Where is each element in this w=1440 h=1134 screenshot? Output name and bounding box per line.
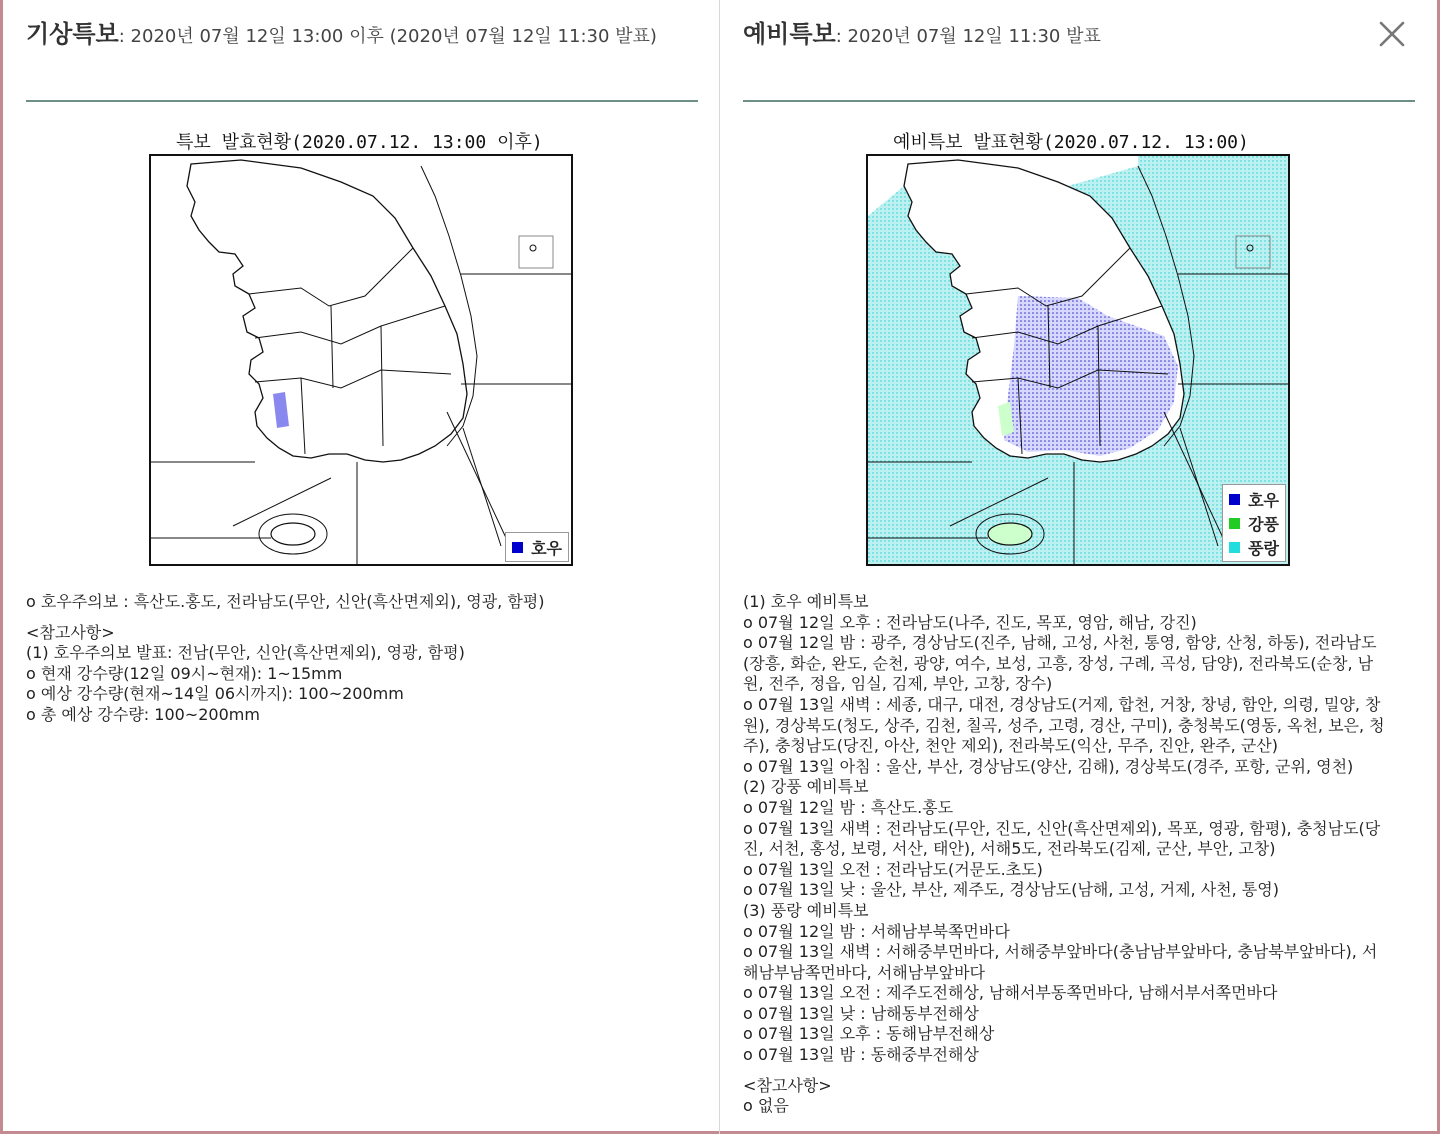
forecast-line: (3) 풍랑 예비특보 (743, 900, 869, 920)
forecast-line: o 07월 13일 밤 : 동해중부전해상 (743, 1045, 979, 1065)
forecast-line: o 07월 13일 아침 : 울산, 부산, 경상남도(양산, 김해), 경상북도(경주, 포항, 군위, 영천) (743, 756, 1354, 776)
header-rule (743, 100, 1415, 102)
preliminary-map-title: 예비특보 발표현황(2020.07.12. 13:00) (893, 132, 1249, 153)
forecast-line: 원), 경상북도(청도, 상주, 김천, 칠곡, 성주, 고령, 경산, 구미), 충청북도(영동, 옥천, 보은, 청 (743, 715, 1385, 735)
preliminary-warnings-subtitle: : 2020년 07월 12일 11:30 발표 (835, 26, 1101, 47)
forecast-line: (장흥, 화순, 완도, 순천, 광양, 여수, 보성, 고흥, 장성, 구례, 곡성, 담양), 전라북도(순창, 남 (743, 653, 1374, 673)
frame-border-left (0, 0, 3, 1134)
forecast-line: (1) 호우 예비특보 (743, 592, 869, 611)
current-warnings-subtitle: : 2020년 07월 12일 13:00 이후 (2020년 07월 12일 11:30 발표) (118, 26, 657, 47)
close-icon (1374, 16, 1410, 52)
forecast-line: o 07월 12일 밤 : 광주, 경상남도(진주, 남해, 고성, 사천, 통영, 함양, 산청, 하동), 전라남도 (743, 633, 1377, 653)
forecast-line: o 07월 13일 낮 : 남해동부전해상 (743, 1003, 979, 1023)
forecast-line: o 07월 13일 오후 : 동해남부전해상 (743, 1024, 995, 1044)
legend-item-strong-wind (1229, 511, 1279, 535)
preliminary-warnings-header (743, 14, 1101, 49)
note-line: o 없음 (743, 1096, 789, 1116)
forecast-line: 원, 전주, 정읍, 임실, 김제, 부안, 고창, 장수) (743, 674, 1053, 694)
forecast-line: o 07월 13일 새벽 : 세종, 대구, 대전, 경상남도(거제, 합천, 거창, 창녕, 함안, 의령, 밀양, 창 (743, 694, 1381, 714)
legend-label: 풍랑 (1248, 538, 1279, 558)
notes-header: <참고사항> (743, 1075, 832, 1095)
note-line: o 예상 강수량(현재~14일 06시까지): 100~200mm (26, 684, 404, 704)
current-warnings-header (26, 14, 657, 49)
note-line: o 총 예상 강수량: 100~200mm (26, 704, 260, 724)
preliminary-warnings-title: 예비특보 (743, 20, 836, 48)
forecast-line: o 07월 13일 오전 : 전라남도(거문도.초도) (743, 859, 1043, 879)
panel-divider (719, 0, 720, 1134)
forecast-line: o 07월 12일 오후 : 전라남도(나주, 진도, 목포, 영암, 해남, 강진) (743, 612, 1197, 632)
legend-item-heavy-rain (512, 535, 562, 559)
current-map-title: 특보 발효현황(2020.07.12. 13:00 이후) (176, 132, 543, 153)
forecast-line: o 07월 13일 오전 : 제주도전해상, 남해서부동쪽먼바다, 남해서부서쪽먼바다 (743, 983, 1278, 1003)
preliminary-map-legend (1222, 484, 1286, 562)
note-line: (1) 호우주의보 발표: 전남(무안, 신안(흑산면제외), 영광, 함평) (26, 643, 465, 663)
forecast-line: (2) 강풍 예비특보 (743, 777, 869, 797)
forecast-line: o 07월 13일 낮 : 울산, 부산, 제주도, 경상남도(남해, 고성, 거제, 사천, 통영) (743, 880, 1279, 900)
legend-label: 호우 (531, 538, 562, 558)
forecast-line: 해남부남쪽먼바다, 서해남부앞바다 (743, 962, 986, 982)
forecast-line: o 07월 13일 새벽 : 전라남도(무안, 진도, 신안(흑산면제외), 목포, 영광, 함평), 충청남도(당 (743, 818, 1381, 838)
header-rule (26, 100, 698, 102)
legend-swatch (512, 542, 523, 553)
current-warning-map (149, 154, 573, 566)
preliminary-warnings-text (743, 592, 1385, 1117)
current-map-legend (505, 532, 569, 562)
forecast-line: 진, 서천, 홍성, 보령, 서산, 태안), 서해5도, 전라북도(김제, 군산, 부안, 고창) (743, 839, 1276, 859)
legend-item-heavy-rain (1229, 487, 1279, 511)
warning-line: o 호우주의보 : 흑산도.홍도, 전라남도(무안, 신안(흑산면제외), 영광, 함평) (26, 592, 545, 611)
forecast-line: o 07월 13일 새벽 : 서해중부먼바다, 서해중부앞바다(충남남부앞바다, 충남북부앞바다), 서 (743, 942, 1378, 962)
forecast-line: 주), 충청남도(당진, 아산, 천안 제외), 전라북도(익산, 무주, 진안, 완주, 군산) (743, 736, 1278, 756)
forecast-line: o 07월 12일 밤 : 서해남부북쪽먼바다 (743, 921, 1010, 941)
preliminary-warning-map (866, 154, 1290, 566)
korea-map-current (151, 156, 571, 564)
current-warnings-text (26, 592, 545, 726)
close-button[interactable] (1374, 16, 1410, 52)
legend-swatch (1229, 494, 1240, 505)
note-line: o 현재 강수량(12일 09시~현재): 1~15mm (26, 663, 343, 683)
legend-label: 강풍 (1248, 514, 1279, 534)
notes-header: <참고사항> (26, 622, 115, 642)
legend-swatch (1229, 542, 1240, 553)
current-warnings-title: 기상특보 (26, 20, 119, 48)
legend-swatch (1229, 518, 1240, 529)
forecast-line: o 07월 12일 밤 : 흑산도.홍도 (743, 797, 954, 817)
legend-item-high-seas (1229, 535, 1279, 559)
legend-label: 호우 (1248, 490, 1279, 510)
